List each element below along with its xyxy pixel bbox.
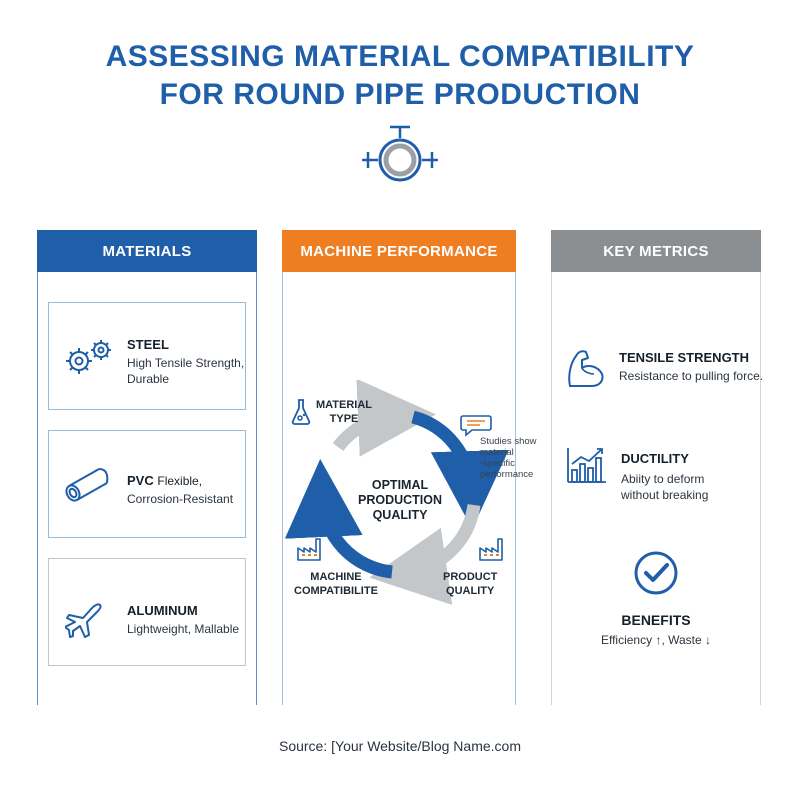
cycle-node-label: MATERIAL	[316, 399, 373, 411]
cycle-node-machine-compatibility	[294, 570, 378, 598]
material-name: ALUMINUM	[127, 603, 198, 618]
metric-desc-line: Abiity to deform	[621, 472, 705, 486]
materials-header: MATERIALS	[37, 230, 257, 272]
material-desc-line: Durable	[127, 372, 170, 386]
cycle-node-product-quality	[443, 570, 497, 598]
note-line: material	[480, 447, 514, 458]
material-name: STEEL	[127, 337, 169, 352]
cycle-node-label: MACHINE	[310, 571, 362, 583]
center-line: OPTIMAL	[371, 478, 429, 492]
metric-desc-line: without breaking	[621, 488, 709, 502]
material-desc-line: High Tensile Strength,	[127, 356, 245, 370]
cycle-node-label: QUALITY	[446, 585, 495, 597]
metric-name: TENSILE STRENGTH	[619, 350, 750, 365]
material-card-steel	[48, 302, 246, 410]
material-name	[127, 473, 202, 488]
material-name-text: PVC	[127, 473, 154, 488]
cycle-node-label: TYPE	[329, 413, 359, 425]
check-circle-icon	[632, 550, 680, 596]
center-line: PRODUCTION	[357, 493, 443, 507]
note-line: Studies show	[480, 436, 537, 447]
note-line: -specific	[480, 458, 515, 469]
metric-name: DUCTILITY	[621, 451, 689, 466]
material-card-aluminum	[48, 558, 246, 666]
metric-desc: Efficiency ↑, Waste ↓	[600, 633, 712, 647]
title-line-2: FOR ROUND PIPE PRODUCTION	[159, 78, 641, 111]
page-title	[0, 38, 800, 114]
metric-name: BENEFITS	[621, 612, 691, 628]
bar-chart-icon	[566, 444, 608, 484]
center-line: QUALITY	[372, 508, 428, 522]
material-card-pvc	[48, 430, 246, 538]
gears-icon	[63, 337, 115, 379]
cycle-center-label	[344, 478, 456, 523]
flask-icon	[291, 398, 311, 426]
cycle-node-label: PRODUCT	[443, 571, 498, 583]
material-desc: Lightweight, Mallable	[127, 622, 240, 636]
cycle-node-label: COMPATIBILITE	[294, 585, 378, 597]
pipe-valve-icon	[360, 122, 440, 184]
material-desc-inline: Flexible,	[157, 474, 203, 488]
note-line: performance	[480, 469, 534, 480]
metric-desc	[621, 471, 708, 503]
title-line-1: ASSESSING MATERIAL COMPATIBILITY	[105, 40, 695, 73]
material-desc	[127, 355, 244, 387]
metric-desc: Resistance to pulling force.	[619, 369, 764, 383]
source-caption: Source: [Your Website/Blog Name.com	[278, 738, 521, 754]
speech-bubble-icon	[460, 414, 492, 438]
factory-icon	[478, 536, 506, 562]
airplane-icon	[65, 601, 105, 639]
material-desc: Corrosion-Resistant	[127, 492, 234, 506]
cycle-node-material-type	[316, 398, 372, 426]
key-metrics-header: KEY METRICS	[551, 230, 761, 272]
flexed-arm-icon	[564, 346, 608, 390]
cycle-note	[480, 436, 540, 480]
machine-performance-header: MACHINE PERFORMANCE	[282, 230, 516, 272]
factory-icon	[296, 536, 324, 562]
pipe-icon	[63, 465, 113, 505]
